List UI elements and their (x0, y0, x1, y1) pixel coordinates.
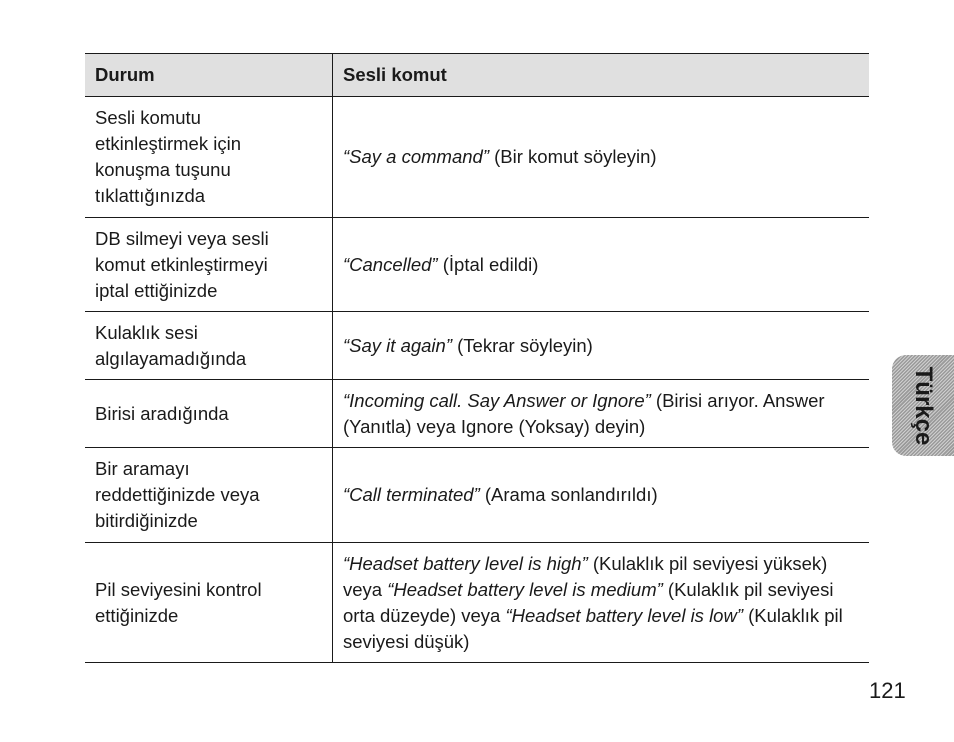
condition-line: ettiğinizde (95, 604, 179, 626)
condition-cell (85, 97, 333, 218)
table-row (85, 218, 869, 312)
voice-prompt: “Headset battery level is high” (343, 552, 588, 574)
condition-line: DB silmeyi veya sesli (95, 227, 269, 249)
table-row (85, 543, 869, 663)
voice-prompt: “Cancelled” (343, 253, 438, 275)
language-side-tab (892, 355, 954, 456)
condition-line: tıklattığınızda (95, 185, 206, 206)
condition-line: konuşma tuşunu (95, 159, 231, 180)
prompt-translation: (Kulaklık pil seviyesi orta düzeyde) veya (343, 578, 834, 626)
voice-prompt: “Headset battery level is medium” (387, 578, 663, 600)
prompt-translation: (Kulaklık pil seviyesi yüksek) veya (343, 552, 828, 600)
language-tab-label: Türkçe (910, 366, 937, 445)
condition-cell (85, 218, 333, 312)
header-condition: Durum (85, 54, 333, 97)
prompt-translation: (Tekrar söyleyin) (452, 334, 593, 356)
condition-cell (85, 312, 333, 380)
table-row (85, 448, 869, 543)
condition-line: Bir aramayı (95, 458, 190, 479)
voice-prompt: “Say a command” (343, 146, 489, 167)
condition-line: bitirdiğinizde (95, 510, 198, 531)
condition-cell (85, 448, 333, 543)
voice-command-table (85, 53, 869, 663)
page-number: 121 (869, 678, 906, 703)
command-cell (333, 448, 870, 543)
condition-line: iptal ettiğinizde (95, 279, 218, 301)
condition-cell (85, 380, 333, 448)
condition-cell (85, 543, 333, 663)
voice-prompt: “Say it again” (343, 334, 452, 356)
table-row (85, 97, 869, 218)
voice-prompt: “Call terminated” (343, 484, 480, 505)
command-cell (333, 218, 870, 312)
condition-line: etkinleştirmek için (95, 133, 241, 154)
condition-line: komut etkinleştirmeyi (95, 253, 268, 275)
prompt-translation: (Kulaklık pil seviyesi düşük) (343, 604, 843, 652)
command-cell (333, 543, 870, 663)
table-header-row (85, 54, 869, 97)
prompt-translation: (Birisi arıyor. Answer (Yanıtla) veya Ignore (Yoksay) deyin) (343, 389, 825, 437)
condition-line: Kulaklık sesi (95, 321, 198, 343)
prompt-translation: (Bir komut söyleyin) (489, 146, 657, 167)
prompt-translation: (İptal edildi) (437, 253, 539, 275)
condition-line: Birisi aradığında (95, 402, 229, 424)
command-cell (333, 380, 870, 448)
voice-prompt: “Headset battery level is low” (505, 604, 743, 626)
table-row (85, 380, 869, 448)
condition-line: Pil seviyesini kontrol (95, 578, 262, 600)
voice-prompt: “Incoming call. Say Answer or Ignore” (343, 389, 651, 411)
command-cell (333, 97, 870, 218)
command-cell (333, 312, 870, 380)
header-voice-command: Sesli komut (333, 54, 870, 97)
prompt-translation: (Arama sonlandırıldı) (479, 484, 658, 505)
condition-line: Sesli komutu (95, 107, 201, 128)
condition-line: algılayamadığında (95, 347, 247, 369)
table-row (85, 312, 869, 380)
condition-line: reddettiğinizde veya (95, 484, 260, 505)
